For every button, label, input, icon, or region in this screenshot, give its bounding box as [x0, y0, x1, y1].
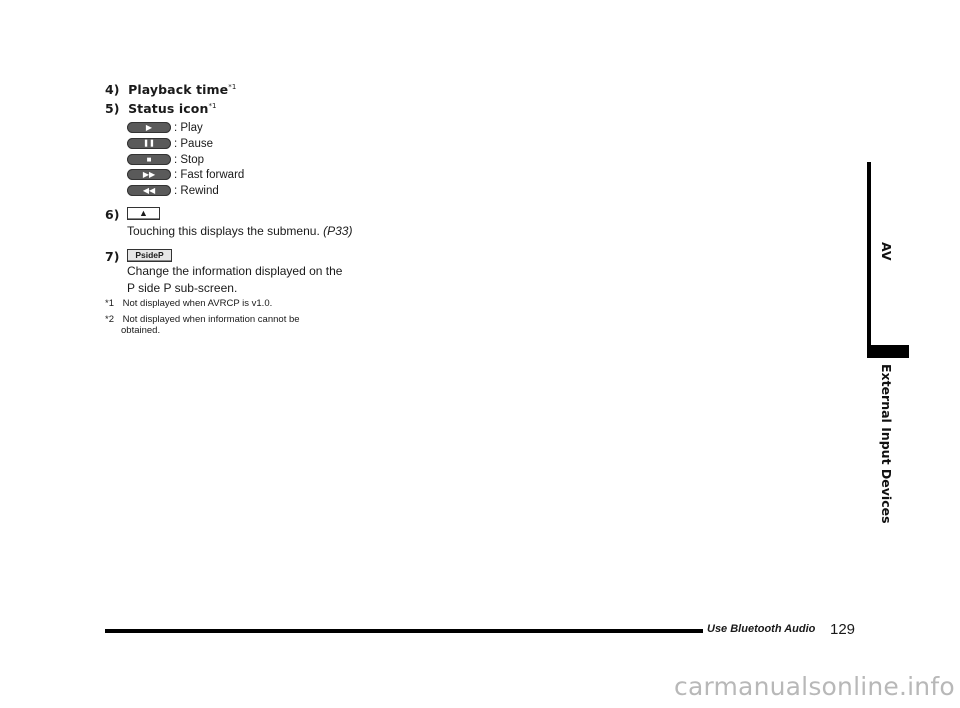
item-7-line-2: P side P sub-screen. — [127, 281, 238, 295]
status-row-stop — [127, 153, 204, 167]
item-6-description — [127, 224, 352, 238]
footnote-text: Not displayed when AVRCP is v1.0. — [122, 298, 273, 309]
page-number: 129 — [830, 621, 856, 638]
footnote-1 — [105, 298, 272, 310]
description-text: Touching this displays the submenu. — [127, 224, 320, 238]
status-row-play — [127, 121, 203, 135]
stop-icon: ■ — [127, 154, 171, 165]
item-number: 6) — [105, 207, 120, 222]
pside-button[interactable] — [127, 249, 172, 262]
status-row-fast-forward — [127, 168, 244, 182]
play-icon: ▶ — [127, 122, 171, 133]
status-label: : Stop — [174, 154, 205, 166]
footnote-ref: *1 — [228, 82, 237, 91]
item-5-heading — [105, 101, 217, 116]
side-tab-rule — [867, 162, 871, 346]
item-number: 5) — [105, 101, 120, 116]
page-reference: (P33) — [323, 224, 353, 238]
footnote-mark: *2 — [105, 314, 114, 325]
rewind-icon: ◀◀ — [127, 185, 171, 196]
footnote-ref: *1 — [208, 101, 217, 110]
item-6-heading — [105, 207, 120, 222]
side-tab-marker — [867, 345, 909, 358]
footnote-2-continued: obtained. — [121, 325, 161, 336]
item-number: 7) — [105, 249, 120, 264]
item-7-line-1: Change the information displayed on the — [127, 264, 343, 278]
pause-icon: ❚❚ — [127, 138, 171, 149]
status-label: : Fast forward — [174, 169, 245, 181]
status-label: : Rewind — [174, 185, 219, 197]
status-row-rewind — [127, 184, 219, 198]
footnote-mark: *1 — [105, 298, 114, 309]
item-title: Playback time — [128, 82, 229, 97]
up-arrow-icon: ▲ — [139, 208, 148, 218]
watermark: carmanualsonline.info — [674, 672, 955, 701]
chapter-label: External Input Devices — [879, 364, 894, 524]
status-label: : Pause — [174, 138, 213, 150]
item-title: Status icon — [128, 101, 209, 116]
footnote-text: Not displayed when information cannot be — [122, 314, 300, 325]
pside-button-label: PsideP — [135, 250, 164, 260]
status-label: : Play — [174, 122, 203, 134]
section-label: AV — [879, 242, 894, 261]
status-row-pause — [127, 137, 213, 151]
submenu-button[interactable] — [127, 207, 160, 220]
item-number: 4) — [105, 82, 120, 97]
footer-rule — [105, 629, 703, 633]
item-4-heading — [105, 82, 236, 97]
footer-title: Use Bluetooth Audio — [707, 623, 816, 635]
fast-forward-icon: ▶▶ — [127, 169, 171, 180]
item-7-heading — [105, 249, 120, 264]
